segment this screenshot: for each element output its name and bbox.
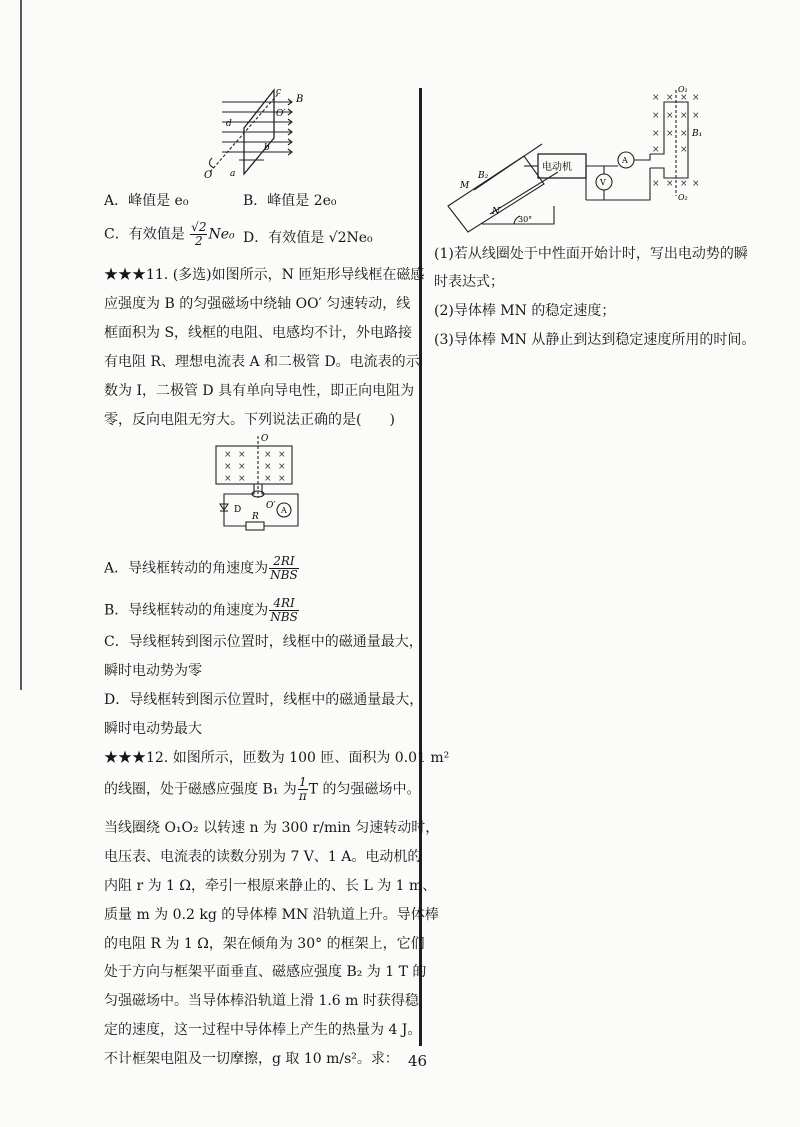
label-B2: B₂ <box>478 171 489 181</box>
cross-mark: × <box>278 462 286 472</box>
q10-option-c-fraction <box>190 221 207 248</box>
label-O2: O₂ <box>678 193 688 202</box>
cross-mark: × <box>278 450 286 460</box>
cross-mark: × <box>692 93 700 103</box>
voltmeter-label: V <box>600 178 606 187</box>
cross-mark: × <box>666 93 674 103</box>
cross-mark: × <box>680 179 688 189</box>
label-O1: O₁ <box>678 85 688 94</box>
q10-c-numerator: √2 <box>191 220 207 234</box>
q12-line2-prefix: 的线圈，处于磁感应强度 B₁ 为 <box>104 781 297 798</box>
cross-mark: × <box>652 179 660 189</box>
cross-mark: × <box>680 129 688 139</box>
q12-stem-line10: 定的速度，这一过程中导体棒上产生的热量为 4 J。 <box>104 1022 422 1038</box>
label-O: O <box>261 434 269 444</box>
cross-mark: × <box>692 111 700 121</box>
label-N: N <box>492 207 500 217</box>
q12-part1-line1: (1)若从线圈处于中性面开始计时，写出电动势的瞬 <box>434 246 748 262</box>
figure-motor-generator <box>434 84 704 232</box>
q11-option-b-text: B．导线框转动的角速度为 <box>104 602 269 619</box>
cross-mark: × <box>224 474 232 484</box>
q11-a-denominator: NBS <box>270 568 298 582</box>
label-D: D <box>234 505 242 515</box>
q12-stem-line4: 电压表、电流表的读数分别为 7 V、1 A。电动机的 <box>104 849 422 865</box>
label-O-prime: O′ <box>276 109 286 119</box>
q12-stem-line9: 匀强磁场中。当导体棒沿轨道上滑 1.6 m 时获得稳 <box>104 993 419 1009</box>
q11-stem-line3: 框面积为 S，线框的电阻、电感均不计，外电路接 <box>104 325 413 341</box>
cross-mark: × <box>680 111 688 121</box>
q12-stem-line7: 的电阻 R 为 1 Ω，架在倾角为 30° 的框架上，它们 <box>104 936 425 952</box>
cross-mark: × <box>264 474 272 484</box>
cross-mark: × <box>666 111 674 121</box>
q11-stem-line4: 有电阻 R、理想电流表 A 和二极管 D。电流表的示 <box>104 354 420 370</box>
q11-stem-line2: 应强度为 B 的匀强磁场中绕轴 OO′ 匀速转动，线 <box>104 296 411 312</box>
label-b: b <box>264 143 270 153</box>
q12-stem-line1: ★★★12. 如图所示，匝数为 100 匝、面积为 0.01 m² <box>104 750 450 766</box>
q11-option-a-fraction <box>269 555 299 582</box>
q12-stem-line3: 当线圈绕 O₁O₂ 以转速 n 为 300 r/min 匀速转动时， <box>104 820 440 836</box>
figure-diode-circuit <box>210 432 310 534</box>
q11-b-numerator: 4RI <box>269 597 299 611</box>
q12-stem-line5: 内阻 r 为 1 Ω，牵引一根原来静止的、长 L 为 1 m、 <box>104 878 437 894</box>
label-B1: B₁ <box>692 129 703 139</box>
cross-mark: × <box>238 462 246 472</box>
q10-option-c <box>104 221 235 248</box>
q12-b1-denominator: π <box>298 789 307 803</box>
cross-mark: × <box>652 129 660 139</box>
q11-option-c-line2: 瞬时电动势为零 <box>104 663 202 679</box>
q12-stem-line6: 质量 m 为 0.2 kg 的导体棒 MN 沿轨道上升。导体棒 <box>104 907 439 923</box>
cross-mark: × <box>666 129 674 139</box>
label-d: d <box>226 119 232 129</box>
q11-option-c-line1: C．导线框转到图示位置时，线框中的磁通量最大， <box>104 634 423 650</box>
label-O-prime: O′ <box>266 501 276 511</box>
figure-rotating-coil <box>204 88 324 180</box>
ammeter-label: A <box>281 506 287 515</box>
q10-c-denominator: 2 <box>194 234 203 248</box>
label-a: a <box>230 169 236 179</box>
q12-stem-line8: 处于方向与框架平面垂直、磁感应强度 B₂ 为 1 T 的 <box>104 964 427 980</box>
q10-option-c-prefix: C．有效值是 <box>104 226 185 243</box>
cross-mark: × <box>652 93 660 103</box>
q11-option-a-text: A．导线框转动的角速度为 <box>104 560 269 577</box>
q11-stem-line6: 零，反向电阻无穷大。下列说法正确的是( ) <box>104 412 395 428</box>
angle-label: 30° <box>518 215 533 224</box>
cross-mark: × <box>278 474 286 484</box>
q11-option-d-line1: D．导线框转到图示位置时，线框中的磁通量最大， <box>104 692 424 708</box>
q11-option-a <box>104 555 300 582</box>
q12-part3: (3)导体棒 MN 从静止到达到稳定速度所用的时间。 <box>434 332 756 348</box>
motor-label: 电动机 <box>542 162 572 173</box>
q12-b1-numerator: 1 <box>298 775 307 789</box>
q12-part2: (2)导体棒 MN 的稳定速度； <box>434 303 616 319</box>
column-divider <box>419 88 422 1046</box>
q11-stem-line5: 数为 I，二极管 D 具有单向导电性，即正向电阻为 <box>104 383 415 399</box>
q10-option-c-suffix: Ne₀ <box>208 226 235 243</box>
q10-option-b: B．峰值是 2e₀ <box>243 193 337 209</box>
label-O: O <box>204 170 213 181</box>
q11-option-b-fraction <box>269 597 299 624</box>
label-R: R <box>252 512 259 522</box>
label-c: c <box>276 87 282 97</box>
q12-part1-line2: 时表达式； <box>434 274 504 290</box>
q12-stem-line2 <box>104 776 421 803</box>
label-M: M <box>460 181 470 191</box>
cross-mark: × <box>652 111 660 121</box>
cross-mark: × <box>666 179 674 189</box>
cross-mark: × <box>238 450 246 460</box>
q11-stem-line1: ★★★11. (多选)如图所示，N 匝矩形导线框在磁感 <box>104 267 425 283</box>
cross-mark: × <box>224 450 232 460</box>
cross-mark: × <box>692 179 700 189</box>
label-B: B <box>296 94 304 105</box>
cross-mark: × <box>652 145 660 155</box>
cross-mark: × <box>680 145 688 155</box>
q11-a-numerator: 2RI <box>269 555 299 569</box>
q12-line2-suffix: T 的匀强磁场中。 <box>308 781 421 798</box>
left-margin-rule <box>20 0 22 690</box>
cross-mark: × <box>264 462 272 472</box>
page-number: 46 <box>408 1052 428 1070</box>
cross-mark: × <box>224 462 232 472</box>
q11-option-d-line2: 瞬时电动势最大 <box>104 721 202 737</box>
q11-b-denominator: NBS <box>270 610 298 624</box>
q12-stem-line11: 不计框架电阻及一切摩擦，g 取 10 m/s²。求： <box>104 1051 399 1067</box>
q12-b1-fraction <box>298 776 308 803</box>
q11-option-b <box>104 597 300 624</box>
ammeter-label: A <box>622 156 628 165</box>
q10-option-d: D．有效值是 √2Ne₀ <box>243 230 373 246</box>
cross-mark: × <box>264 450 272 460</box>
cross-mark: × <box>238 474 246 484</box>
q10-option-a: A．峰值是 e₀ <box>104 193 189 209</box>
cross-mark: × <box>680 93 688 103</box>
